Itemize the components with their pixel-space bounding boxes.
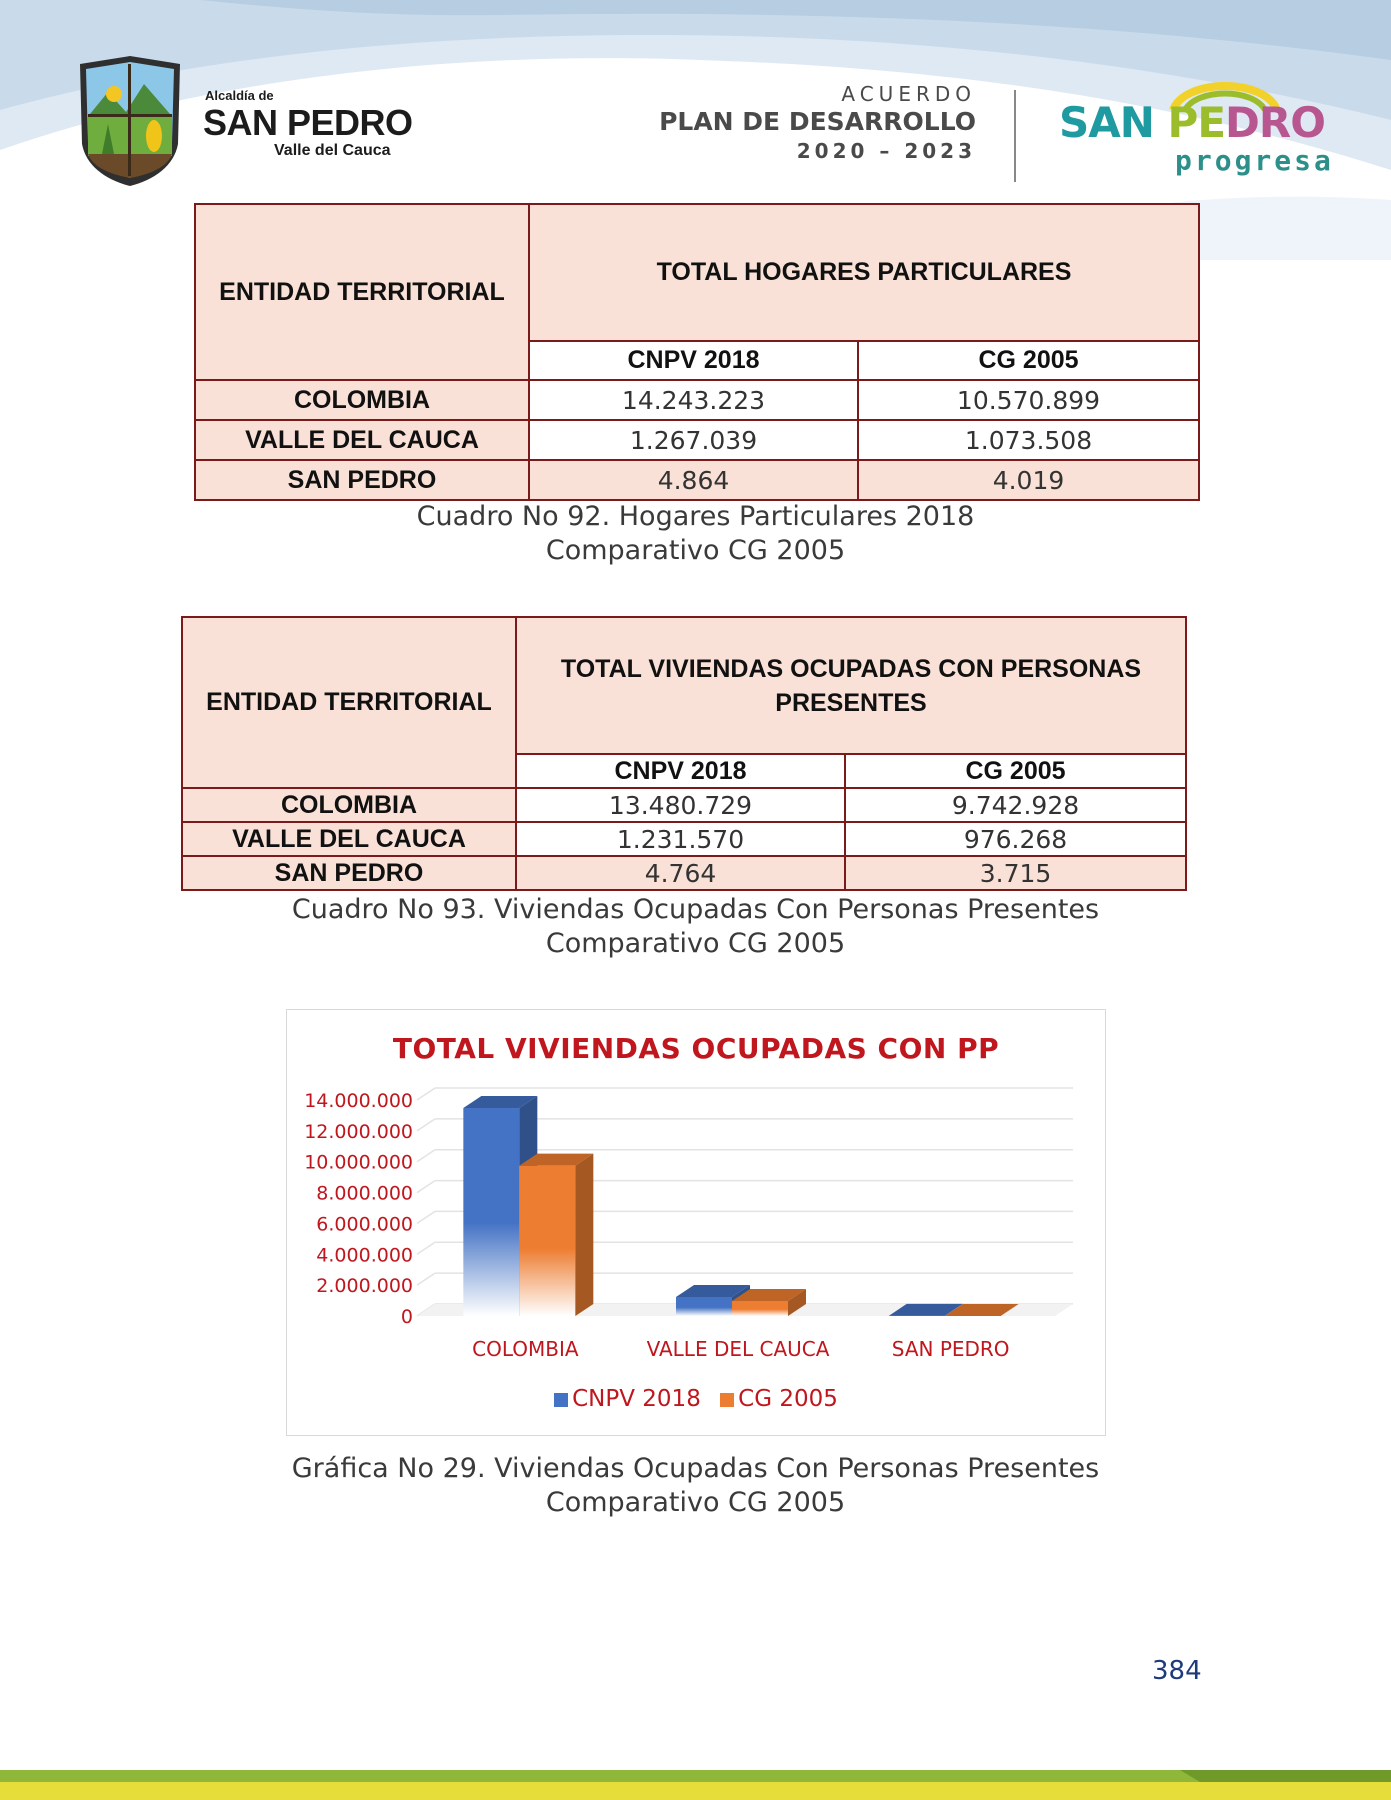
- header-separator: [1014, 90, 1016, 182]
- plan-years: 2020 – 2023: [796, 139, 976, 163]
- bar: [463, 1108, 519, 1316]
- y-tick-label: 8.000.000: [316, 1182, 413, 1205]
- table1-caption: [0, 500, 1391, 568]
- alcaldia-small-label: Alcaldía de: [205, 88, 274, 103]
- legend-label: CG 2005: [738, 1386, 838, 1412]
- chart-legend: [287, 1386, 1105, 1412]
- row-value-cnpv: 4.764: [516, 856, 845, 890]
- col-header-cg: CG 2005: [845, 754, 1186, 788]
- col-header-cnpv: CNPV 2018: [516, 754, 845, 788]
- chart-title: TOTAL VIVIENDAS OCUPADAS CON PP: [392, 1032, 1000, 1065]
- row-value-cnpv: 1.267.039: [529, 420, 858, 460]
- viviendas-chart: [286, 1009, 1106, 1436]
- logo-word-dro: DRO: [1225, 98, 1325, 147]
- plan-title: PLAN DE DESARROLLO: [659, 107, 976, 136]
- legend-item: [554, 1386, 701, 1412]
- group-header: TOTAL HOGARES PARTICULARES: [529, 204, 1199, 341]
- caption-line: Cuadro No 92. Hogares Particulares 2018: [416, 501, 975, 532]
- bar: [519, 1166, 575, 1316]
- alcaldia-subtitle: Valle del Cauca: [274, 142, 391, 159]
- row-entity: VALLE DEL CAUCA: [182, 822, 516, 856]
- legend-swatch: [554, 1393, 568, 1407]
- row-value-cg: 3.715: [845, 856, 1186, 890]
- bar: [676, 1297, 732, 1316]
- group-header-line: TOTAL VIVIENDAS OCUPADAS CON PERSONAS: [560, 654, 1142, 683]
- plan-header-block: [659, 82, 976, 164]
- chart-plot: [287, 1010, 1105, 1435]
- y-tick-label: 2.000.000: [316, 1275, 413, 1298]
- page-number: 384: [1152, 1656, 1202, 1686]
- y-tick-label: 14.000.000: [304, 1090, 413, 1112]
- legend-label: CNPV 2018: [572, 1386, 701, 1412]
- table-row: [195, 460, 1199, 500]
- gridline-depth: [417, 1273, 435, 1285]
- y-tick-label: 0: [400, 1306, 413, 1328]
- san-pedro-progresa-logo: [1055, 72, 1345, 182]
- row-entity: SAN PEDRO: [195, 460, 529, 500]
- caption-line: Comparativo CG 2005: [545, 535, 846, 566]
- gridline-depth: [417, 1119, 435, 1131]
- gridline-depth: [417, 1150, 435, 1162]
- acuerdo-label: ACUERDO: [841, 82, 976, 106]
- logo-word-pe: PE: [1167, 98, 1226, 147]
- x-tick-label: VALLE DEL CAUCA: [646, 1337, 830, 1361]
- row-value-cg: 1.073.508: [858, 420, 1199, 460]
- table-row: [182, 788, 1186, 822]
- x-tick-label: COLOMBIA: [472, 1337, 579, 1361]
- col-header-cg: CG 2005: [858, 341, 1199, 380]
- y-tick-label: 10.000.000: [304, 1151, 413, 1174]
- logo-word-san: SAN: [1059, 98, 1154, 147]
- table-row: [195, 380, 1199, 420]
- footer-band: [0, 1770, 1391, 1800]
- logo-wordmark: [1059, 98, 1325, 147]
- row-value-cnpv: 1.231.570: [516, 822, 845, 856]
- table2-caption: [0, 893, 1391, 961]
- table-row: [195, 420, 1199, 460]
- hogares-particulares-table: [194, 203, 1200, 501]
- y-tick-label: 4.000.000: [316, 1244, 413, 1267]
- table-row: [182, 856, 1186, 890]
- row-value-cnpv: 4.864: [529, 460, 858, 500]
- san-pedro-crest-logo: [74, 54, 186, 188]
- caption-line: Gráfica No 29. Viviendas Ocupadas Con Personas Presentes: [291, 1453, 1100, 1484]
- row-value-cg: 976.268: [845, 822, 1186, 856]
- bar: [732, 1301, 788, 1316]
- row-value-cnpv: 14.243.223: [529, 380, 858, 420]
- row-entity: SAN PEDRO: [182, 856, 516, 890]
- entity-header: ENTIDAD TERRITORIAL: [182, 617, 516, 788]
- row-entity: COLOMBIA: [195, 380, 529, 420]
- gridline-depth: [417, 1181, 435, 1193]
- x-tick-label: SAN PEDRO: [891, 1337, 1010, 1361]
- row-value-cg: 9.742.928: [845, 788, 1186, 822]
- row-value-cg: 10.570.899: [858, 380, 1199, 420]
- row-entity: COLOMBIA: [182, 788, 516, 822]
- caption-line: Cuadro No 93. Viviendas Ocupadas Con Personas Presentes: [291, 894, 1100, 925]
- caption-line: Comparativo CG 2005: [545, 928, 846, 959]
- col-header-cnpv: CNPV 2018: [529, 341, 858, 380]
- gridline-depth: [417, 1211, 435, 1223]
- row-value-cnpv: 13.480.729: [516, 788, 845, 822]
- caption-line: Comparativo CG 2005: [545, 1487, 846, 1518]
- chart-caption: [0, 1452, 1391, 1520]
- legend-swatch: [720, 1393, 734, 1407]
- y-tick-label: 12.000.000: [304, 1120, 413, 1143]
- logo-progresa: progresa: [1175, 144, 1334, 177]
- bar-side: [575, 1154, 593, 1316]
- row-value-cg: 4.019: [858, 460, 1199, 500]
- viviendas-ocupadas-table: [181, 616, 1187, 891]
- row-entity: VALLE DEL CAUCA: [195, 420, 529, 460]
- entity-header: ENTIDAD TERRITORIAL: [195, 204, 529, 380]
- gridline-depth: [417, 1088, 435, 1100]
- legend-item: [720, 1386, 838, 1412]
- gridline-depth: [417, 1242, 435, 1254]
- group-header: [516, 617, 1186, 754]
- alcaldia-name: SAN PEDRO: [203, 102, 413, 143]
- group-header-line: PRESENTES: [775, 688, 927, 717]
- y-tick-label: 6.000.000: [316, 1213, 413, 1236]
- table-row: [182, 822, 1186, 856]
